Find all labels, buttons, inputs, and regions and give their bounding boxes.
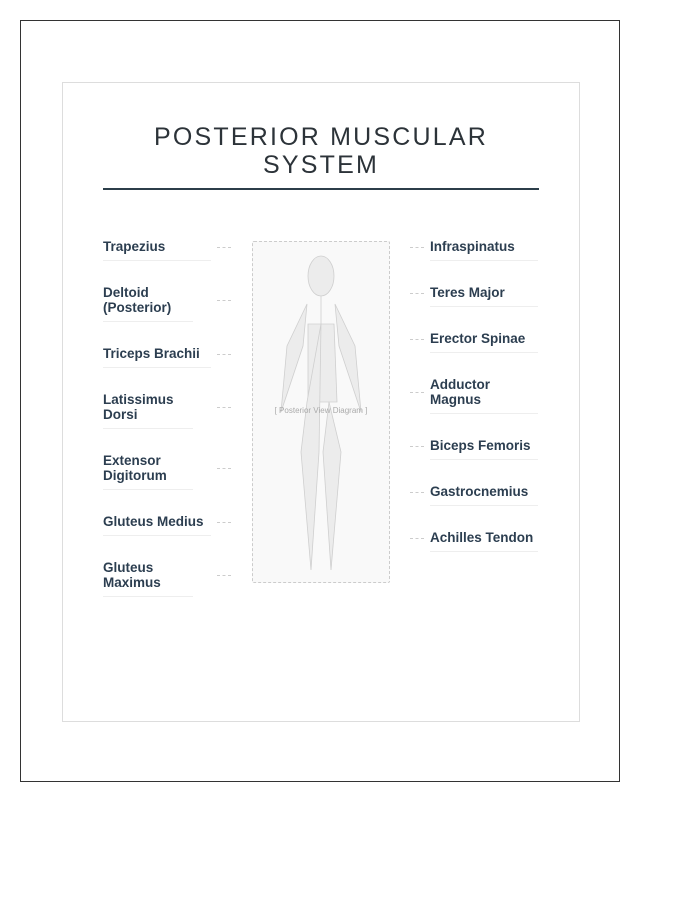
label-gluteus-medius: Gluteus Medius: [103, 514, 211, 536]
worksheet: [62, 82, 580, 722]
page-frame: [20, 20, 620, 782]
label-latissimus-dorsi: Latissimus Dorsi: [103, 392, 193, 429]
posterior-body-diagram: [252, 241, 390, 583]
leader-line: [217, 247, 231, 248]
label-biceps-femoris: Biceps Femoris: [430, 438, 538, 460]
label-teres-major: Teres Major: [430, 285, 538, 307]
leader-line: [410, 247, 424, 248]
label-gluteus-maximus: Gluteus Maximus: [103, 560, 193, 597]
diagram-caption: [ Posterior View Diagram ]: [274, 406, 368, 415]
leader-line: [410, 492, 424, 493]
label-triceps-brachii: Triceps Brachii: [103, 346, 211, 368]
label-achilles-tendon: Achilles Tendon: [430, 530, 538, 552]
label-adductor-magnus: Adductor Magnus: [430, 377, 538, 414]
leader-line: [217, 354, 231, 355]
leader-line: [410, 339, 424, 340]
leader-line: [217, 468, 231, 469]
label-deltoid-posterior: Deltoid (Posterior): [103, 285, 193, 322]
leader-line: [217, 575, 231, 576]
leader-line: [217, 300, 231, 301]
leader-line: [217, 522, 231, 523]
leader-line: [217, 407, 231, 408]
leader-line: [410, 293, 424, 294]
label-erector-spinae: Erector Spinae: [430, 331, 538, 353]
leader-line: [410, 538, 424, 539]
leader-line: [410, 446, 424, 447]
label-trapezius: Trapezius: [103, 239, 211, 261]
title-underline: [103, 188, 539, 190]
label-extensor-digitorum: Extensor Digitorum: [103, 453, 193, 490]
leader-line: [410, 392, 424, 393]
page-title: POSTERIOR MUSCULAR SYSTEM: [153, 123, 489, 179]
label-gastrocnemius: Gastrocnemius: [430, 484, 538, 506]
label-infraspinatus: Infraspinatus: [430, 239, 538, 261]
